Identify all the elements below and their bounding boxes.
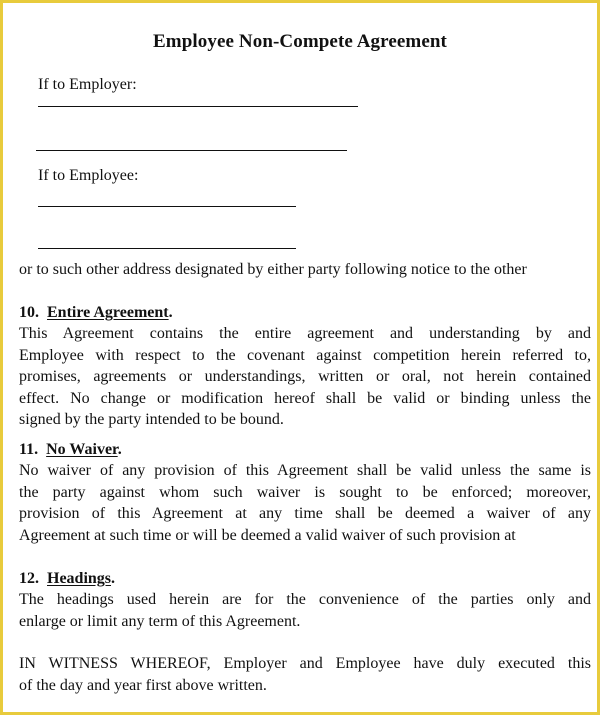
body-line: signed by the party intended to be bound. xyxy=(19,411,284,428)
body-line: effect. No change or modification hereof shall be valid or binding unless the xyxy=(19,389,591,407)
body-line: No waiver of any provision of this Agreement shall be valid unless the same is xyxy=(19,462,591,479)
employee-address-line-2 xyxy=(38,248,296,249)
employee-label: If to Employee: xyxy=(38,167,139,184)
body-line: promises, agreements or understandings, written or oral, not herein contained xyxy=(19,368,591,385)
body-line: provision of this Agreement at any time shall be deemed a waiver of any xyxy=(19,505,591,522)
body-line: of the day and year first above written. xyxy=(19,676,267,694)
section-12-heading xyxy=(19,570,115,588)
section-title: No Waiver xyxy=(46,441,118,458)
section-11-heading xyxy=(19,441,122,459)
body-line: Employee with respect to the covenant against competition herein referred to, xyxy=(19,346,591,364)
section-punct: . xyxy=(168,304,173,321)
section-punct: . xyxy=(117,441,122,458)
document-title: Employee Non-Compete Agreement xyxy=(153,31,447,52)
section-12-body xyxy=(19,589,591,632)
witness-clause xyxy=(19,653,591,696)
employer-address-line-2 xyxy=(36,150,347,151)
body-line: Agreement at such time or will be deemed a valid waiver of such provision at xyxy=(19,526,516,544)
employer-label: If to Employer: xyxy=(38,76,137,93)
document-page xyxy=(3,3,597,712)
section-11-body xyxy=(19,460,591,546)
body-line: This Agreement contains the entire agreement and understanding by and xyxy=(19,325,591,342)
employee-address-line-1 xyxy=(38,206,296,207)
section-title: Headings xyxy=(47,570,112,587)
body-line: the party against whom such waiver is sought to be enforced; moreover, xyxy=(19,483,591,501)
section-title: Entire Agreement xyxy=(47,304,169,321)
section-number: 10. xyxy=(19,304,39,321)
body-line: The headings used herein are for the convenience of the parties only and xyxy=(19,591,591,608)
section-10-body xyxy=(19,323,591,431)
section-number: 12. xyxy=(19,570,39,587)
section-punct: . xyxy=(111,570,116,587)
body-line: enlarge or limit any term of this Agreement. xyxy=(19,612,301,630)
section-number: 11. xyxy=(19,441,39,458)
address-note: or to such other address designated by either party following notice to the other xyxy=(19,261,527,278)
body-line: IN WITNESS WHEREOF, Employer and Employee have duly executed this xyxy=(19,655,591,672)
employer-address-line-1 xyxy=(38,106,358,107)
section-10-heading xyxy=(19,304,173,322)
